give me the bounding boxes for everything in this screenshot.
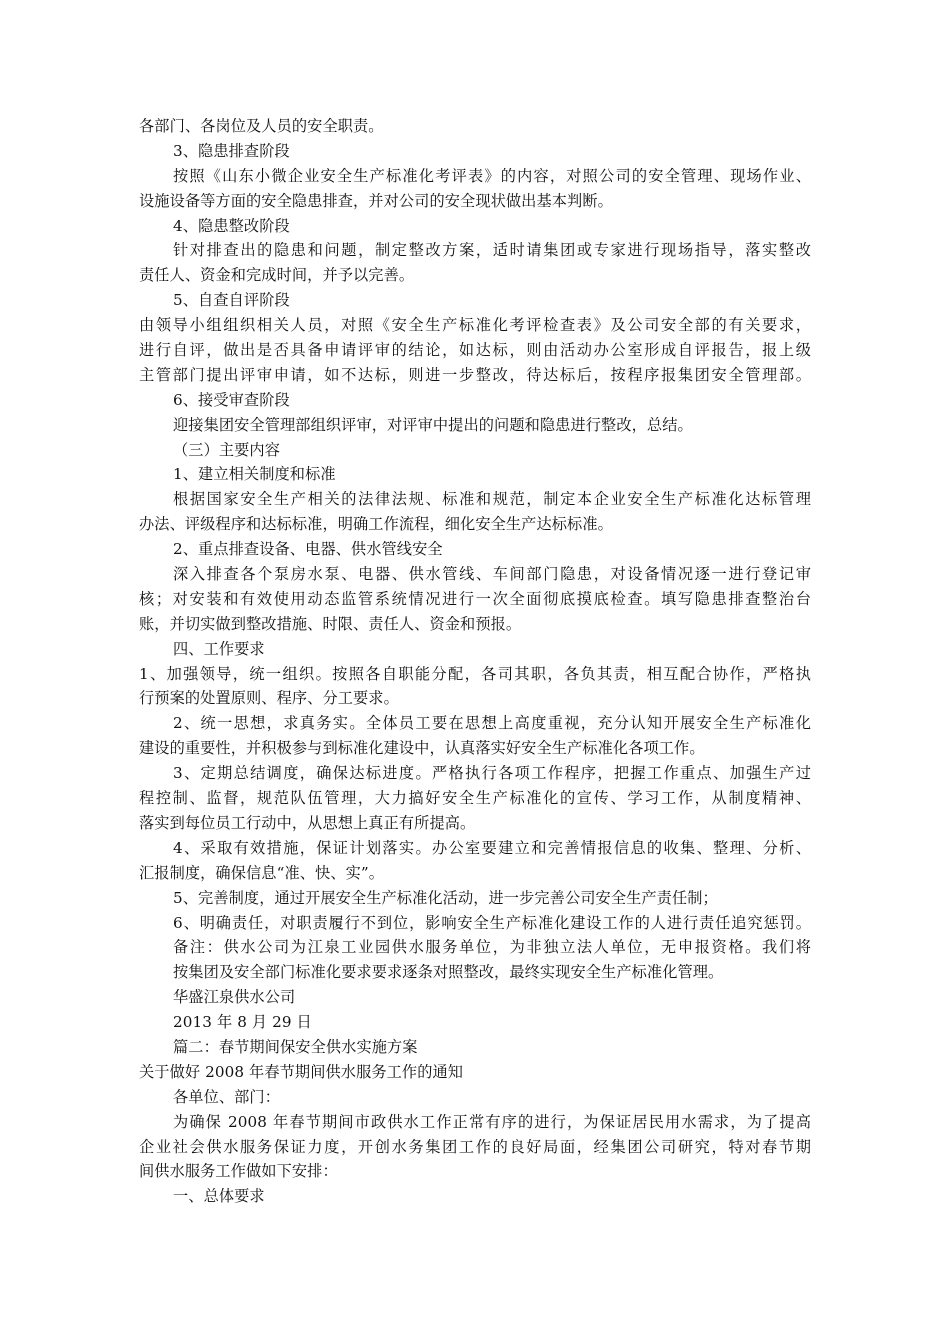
text-line: 根据国家安全生产相关的法律法规、标准和规范，制定本企业安全生产标准化达标管理 [173, 490, 811, 509]
signature-date: 2013 年 8 月 29 日 [173, 1013, 312, 1032]
text-line: 间供水服务工作做如下安排： [139, 1162, 338, 1181]
text-line: 深入排查各个泵房水泵、电器、供水管线、车间部门隐患，对设备情况逐一进行登记审 [173, 565, 811, 584]
text-line: 3、隐患排查阶段 [173, 141, 290, 160]
signature-company: 华盛江泉供水公司 [173, 988, 296, 1007]
text-line: 各部门、各岗位及人员的安全职责。 [139, 117, 384, 135]
text-line: 3、定期总结调度，确保达标进度。严格执行各项工作程序，把握工作重点、加强生产过 [173, 764, 811, 783]
text-line: 核；对安装和有效使用动态监管系统情况进行一次全面彻底摸底检查。填写隐患排查整治台 [139, 589, 811, 608]
text-line: 备注：供水公司为江泉工业园供水服务单位，为非独立法人单位，无申报资格。我们将 [173, 938, 811, 957]
text-line: 4、隐患整改阶段 [173, 216, 290, 235]
text-line: 建设的重要性，并积极参与到标准化建设中，认真落实好安全生产标准化各项工作。 [139, 739, 705, 758]
text-line: 行预案的处置原则、程序、分工要求。 [139, 689, 399, 708]
text-line: 四、工作要求 [173, 639, 265, 658]
notice-title: 关于做好 2008 年春节期间供水服务工作的通知 [139, 1062, 464, 1081]
text-line: 汇报制度，确保信息“准、快、实”。 [139, 863, 385, 882]
text-line: 5、完善制度，通过开展安全生产标准化活动，进一步完善公司安全生产责任制； [173, 888, 718, 907]
text-line: 1、建立相关制度和标准 [173, 465, 336, 484]
text-line: 2、重点排查设备、电器、供水管线安全 [173, 540, 443, 559]
text-line: 6、接受审查阶段 [173, 390, 290, 409]
text-line: 程控制、监督，规范队伍管理，大力搞好安全生产标准化的宣传、学习工作，从制度精神、 [139, 789, 811, 808]
text-line: 6、明确责任，对职责履行不到位，影响安全生产标准化建设工作的人进行责任追究惩罚。 [173, 913, 811, 932]
text-line: （三）主要内容 [173, 440, 281, 459]
section-title: 篇二：春节期间保安全供水实施方案 [173, 1037, 418, 1056]
text-line: 设施设备等方面的安全隐患排查，并对公司的安全现状做出基本判断。 [139, 191, 613, 210]
text-line: 2、统一思想，求真务实。全体员工要在思想上高度重视，充分认知开展安全生产标准化 [173, 714, 811, 733]
text-line: 为确保 2008 年春节期间市政供水工作正常有序的进行，为保证居民用水需求，为了提高 [173, 1112, 811, 1131]
text-line: 针对排查出的隐患和问题，制定整改方案，适时请集团或专家进行现场指导，落实整改 [173, 241, 811, 260]
text-line: 按照《山东小微企业安全生产标准化考评表》的内容，对照公司的安全管理、现场作业、 [173, 166, 811, 185]
text-line: 迎接集团安全管理部组织评审，对评审中提出的问题和隐患进行整改，总结。 [173, 415, 693, 434]
text-line: 按集团及安全部门标准化要求要求逐条对照整改，最终实现安全生产标准化管理。 [173, 963, 724, 982]
text-line: 各单位、部门： [173, 1087, 281, 1106]
text-line: 1、加强领导，统一组织。按照各自职能分配，各司其职，各负其责，相互配合协作，严格执 [139, 664, 811, 683]
text-line: 账，并切实做到整改措施、时限、责任人、资金和预报。 [139, 614, 522, 633]
text-line: 5、自查自评阶段 [173, 291, 290, 310]
text-line: 办法、评级程序和达标标准，明确工作流程，细化安全生产达标标准。 [139, 515, 613, 534]
text-line: 责任人、资金和完成时间，并予以完善。 [139, 266, 415, 285]
text-line: 企业社会供水服务保证力度，开创水务集团工作的良好局面，经集团公司研究，特对春节期 [139, 1137, 811, 1156]
text-line: 4、采取有效措施，保证计划落实。办公室要建立和完善情报信息的收集、整理、分析、 [173, 838, 811, 857]
text-line: 主管部门提出评审申请，如不达标，则进一步整改，待达标后，按程序报集团安全管理部。 [139, 365, 811, 384]
document-body [139, 114, 811, 1209]
text-line: 进行自评，做出是否具备申请评审的结论，如达标，则由活动办公室形成自评报告，报上级 [139, 341, 811, 360]
text-line: 落实到每位员工行动中，从思想上真正有所提高。 [139, 813, 476, 832]
text-line: 一、总体要求 [173, 1187, 265, 1206]
text-line: 由领导小组组织相关人员，对照《安全生产标准化考评检查表》及公司安全部的有关要求， [139, 316, 811, 335]
